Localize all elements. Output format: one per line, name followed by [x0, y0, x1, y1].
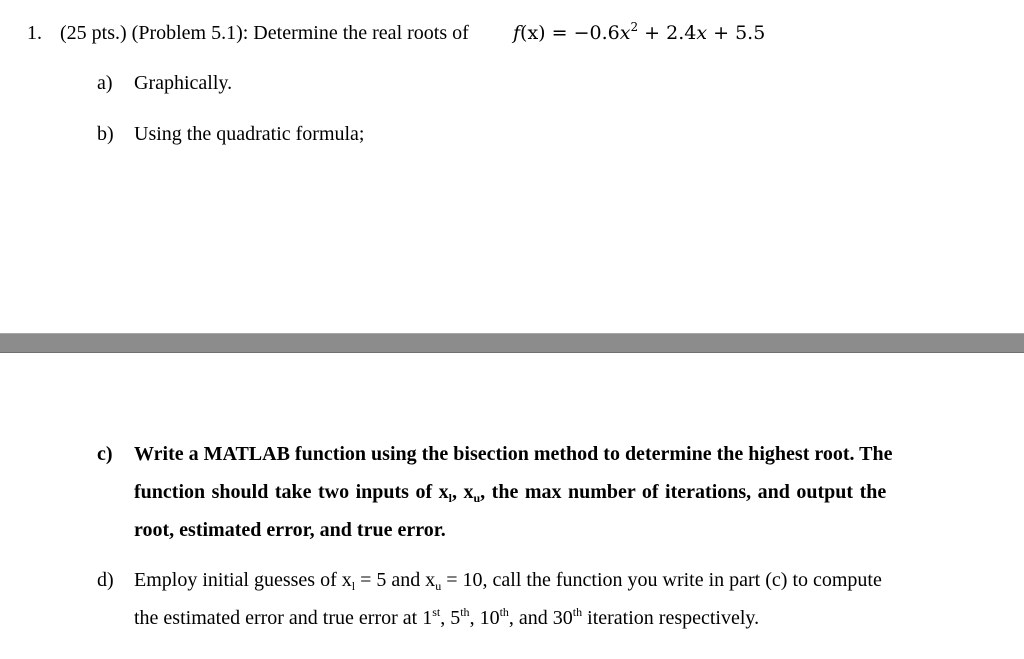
- var-b: x: [696, 22, 708, 44]
- item-d-text: , 10: [469, 607, 500, 629]
- item-c-line-1: Write a MATLAB function using the bisection method to determine the highest root. The: [134, 443, 893, 465]
- plus-sign: +: [644, 22, 661, 44]
- quadratic-formula: [513, 22, 765, 44]
- problem-header: (25 pts.) (Problem 5.1): Determine the real roots of: [60, 22, 469, 44]
- exponent: 2: [630, 20, 639, 34]
- subscript-u: u: [435, 579, 442, 593]
- item-d-text: , 5: [440, 607, 461, 629]
- item-d-text: = 10, call the function you write in part (c) to compute: [441, 569, 882, 591]
- subscript-u: u: [473, 491, 481, 505]
- item-b-text: Using the quadratic formula;: [134, 123, 365, 145]
- var-a: x: [619, 22, 631, 44]
- item-c-text: , x: [451, 481, 474, 503]
- item-c-line-2: [134, 481, 886, 504]
- function-name: f: [513, 22, 521, 44]
- superscript-th: th: [499, 605, 509, 619]
- coef-a: −0.6: [573, 22, 620, 44]
- superscript-th: th: [572, 605, 583, 619]
- item-c-line-3: root, estimated error, and true error.: [134, 519, 446, 541]
- constant-term: 5.5: [735, 22, 766, 44]
- item-c-text: , the max number of iterations, and output the: [480, 481, 887, 503]
- item-d-line-2: [134, 607, 759, 630]
- item-d-text: , and 30: [508, 607, 573, 629]
- page-divider: [0, 333, 1024, 353]
- function-arg: (x): [520, 22, 546, 44]
- item-a-marker: a): [97, 72, 113, 94]
- item-d-text: iteration respectively.: [582, 607, 760, 629]
- item-d-text: the estimated error and true error at 1: [134, 607, 433, 629]
- superscript-st: st: [432, 605, 441, 619]
- plus-sign: +: [713, 22, 730, 44]
- subscript-l: l: [448, 491, 452, 505]
- problem-number: 1.: [27, 22, 42, 44]
- equals-sign: =: [551, 22, 568, 44]
- item-c-marker: c): [97, 443, 113, 465]
- item-c-text: function should take two inputs of x: [134, 481, 449, 503]
- item-a-text: Graphically.: [134, 72, 233, 94]
- superscript-th: th: [460, 605, 470, 619]
- item-b-marker: b): [97, 123, 114, 145]
- coef-b: 2.4: [666, 22, 697, 44]
- item-d-text: Employ initial guesses of x: [134, 569, 352, 591]
- item-d-marker: d): [97, 569, 114, 591]
- subscript-l: l: [351, 579, 356, 593]
- item-d-text: = 5 and x: [355, 569, 436, 591]
- item-d-line-1: [134, 569, 882, 592]
